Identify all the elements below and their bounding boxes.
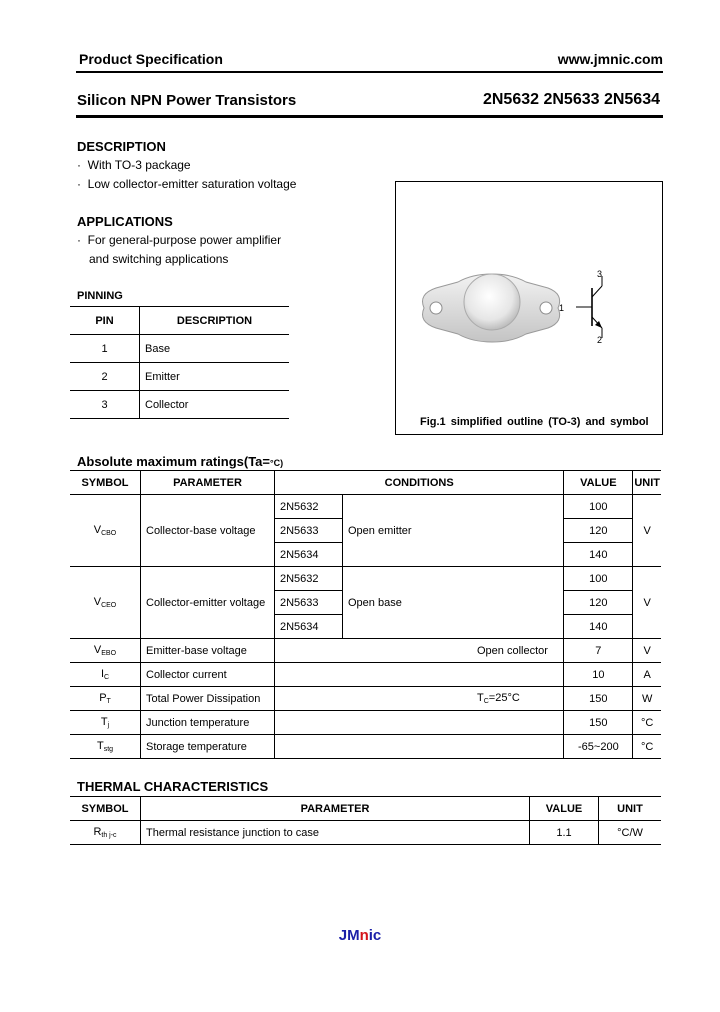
parameter-cell: Storage temperature <box>141 735 275 759</box>
value-cell: 150 <box>564 711 633 735</box>
pin-number: 1 <box>70 335 140 363</box>
condition-cell: Open base <box>343 567 564 639</box>
mount-hole-icon <box>540 302 552 314</box>
abs-max-table <box>70 470 661 759</box>
symbol-sub: T <box>106 698 111 705</box>
condition-cell <box>275 711 564 735</box>
collector-lead <box>592 286 602 297</box>
website-link[interactable]: www.jmnic.com <box>557 51 663 67</box>
doc-title: Silicon NPN Power Transistors <box>77 92 297 109</box>
pinning-table <box>70 306 289 419</box>
symbol: P <box>99 692 107 704</box>
col-value: VALUE <box>564 471 633 495</box>
bullet: · <box>77 233 81 247</box>
col-description: DESCRIPTION <box>140 307 290 335</box>
table-row <box>70 335 289 363</box>
bullet: · <box>77 158 81 172</box>
pin-desc: Emitter <box>140 363 290 391</box>
symbol: V <box>93 524 102 536</box>
symbol-cell <box>70 663 141 687</box>
part-cell: 2N5633 <box>275 591 343 615</box>
col-parameter: PARAMETER <box>141 797 530 821</box>
symbol: T <box>96 740 104 752</box>
part-cell: 2N5634 <box>275 543 343 567</box>
unit-cell: °C/W <box>599 821 662 845</box>
abs-max-heading-text: Absolute maximum ratings(Ta= <box>77 454 270 469</box>
description-text: With TO-3 package <box>87 158 191 172</box>
symbol-cell <box>70 711 141 735</box>
condition-sub: C <box>483 698 489 705</box>
symbol-cell <box>70 735 141 759</box>
applications-item <box>77 233 281 247</box>
mount-hole-icon <box>430 302 442 314</box>
table-row <box>70 663 661 687</box>
unit-cell: °C <box>633 711 661 735</box>
col-unit: UNIT <box>633 471 661 495</box>
unit-cell: °C <box>633 735 661 759</box>
logo-part: ic <box>368 927 382 944</box>
pinning-heading: PINNING <box>77 290 123 302</box>
symbol: I <box>100 668 104 680</box>
unit-cell: V <box>633 567 661 639</box>
pin-label-1: 1 <box>559 303 565 313</box>
table-row <box>70 687 661 711</box>
value-cell: 1.1 <box>530 821 599 845</box>
pin-label-2: 2 <box>597 335 603 345</box>
symbol-cell <box>70 567 141 639</box>
unit-cell: V <box>633 639 661 663</box>
value-cell: 140 <box>564 615 633 639</box>
value-cell: 150 <box>564 687 633 711</box>
symbol-sub: CEO <box>101 602 117 609</box>
condition-cell <box>275 663 564 687</box>
description-item <box>77 158 191 172</box>
symbol: R <box>93 826 102 838</box>
logo-part: n <box>359 927 369 944</box>
value-cell: -65~200 <box>564 735 633 759</box>
thermal-table <box>70 796 661 845</box>
table-row <box>70 391 289 419</box>
pin-desc: Collector <box>140 391 290 419</box>
col-parameter: PARAMETER <box>141 471 275 495</box>
figure-caption: Fig.1 simplified outline (TO-3) and symbol <box>420 416 649 428</box>
condition-cell <box>275 687 564 711</box>
col-value: VALUE <box>530 797 599 821</box>
applications-text: and switching applications <box>89 252 229 266</box>
parameter-cell: Thermal resistance junction to case <box>141 821 530 845</box>
thermal-heading: THERMAL CHARACTERISTICS <box>77 779 269 794</box>
value-cell: 120 <box>564 519 633 543</box>
figure-box <box>395 181 663 435</box>
col-conditions: CONDITIONS <box>275 471 564 495</box>
col-unit: UNIT <box>599 797 662 821</box>
symbol-cell <box>70 495 141 567</box>
symbol-sub: CBO <box>101 530 117 537</box>
col-symbol: SYMBOL <box>70 471 141 495</box>
pin-label-3: 3 <box>597 269 603 279</box>
part-numbers: 2N5632 2N5633 2N5634 <box>482 91 660 108</box>
value-cell: 100 <box>564 567 633 591</box>
table-row <box>70 567 661 591</box>
table-row <box>70 495 661 519</box>
logo-part: JM <box>338 927 360 944</box>
value-cell: 7 <box>564 639 633 663</box>
symbol-sub: stg <box>103 746 114 753</box>
symbol-sub: C <box>104 674 110 681</box>
pin-desc: Base <box>140 335 290 363</box>
table-row <box>70 735 661 759</box>
applications-text: For general-purpose power amplifier <box>87 233 282 247</box>
jmnic-logo <box>0 927 720 944</box>
table-row <box>70 821 661 845</box>
condition-cell: Open emitter <box>343 495 564 567</box>
description-item <box>77 177 296 191</box>
parameter-cell: Collector-emitter voltage <box>141 567 275 639</box>
title-rule <box>76 115 663 118</box>
unit-cell: A <box>633 663 661 687</box>
symbol-sub: EBO <box>101 650 117 657</box>
value-cell: 120 <box>564 591 633 615</box>
value-cell: 10 <box>564 663 633 687</box>
abs-max-heading <box>77 454 283 469</box>
table-row <box>70 639 661 663</box>
applications-heading: APPLICATIONS <box>77 214 173 229</box>
part-cell: 2N5632 <box>275 495 343 519</box>
part-cell: 2N5634 <box>275 615 343 639</box>
parameter-cell: Emitter-base voltage <box>141 639 275 663</box>
parameter-cell: Total Power Dissipation <box>141 687 275 711</box>
value-cell: 140 <box>564 543 633 567</box>
part-cell: 2N5632 <box>275 567 343 591</box>
symbol: T <box>100 716 108 728</box>
symbol-cell <box>70 639 141 663</box>
parameter-cell: Collector-base voltage <box>141 495 275 567</box>
description-heading: DESCRIPTION <box>77 139 166 154</box>
parameter-cell: Collector current <box>141 663 275 687</box>
parameter-cell: Junction temperature <box>141 711 275 735</box>
symbol-cell <box>70 821 141 845</box>
header-rule <box>76 71 663 73</box>
bullet: · <box>77 177 81 191</box>
condition-cell: Open collector <box>275 639 564 663</box>
col-pin: PIN <box>70 307 140 335</box>
unit-cell: V <box>633 495 661 567</box>
unit-cell: W <box>633 687 661 711</box>
symbol-sub: th j-c <box>101 832 117 839</box>
abs-max-heading-unit: °C) <box>270 458 284 468</box>
part-cell: 2N5633 <box>275 519 343 543</box>
to3-outline-and-symbol <box>396 182 662 434</box>
product-spec-label: Product Specification <box>79 51 223 67</box>
package-dome <box>464 274 520 330</box>
condition-symbol: T <box>477 692 484 704</box>
symbol-sub: j <box>107 722 110 729</box>
symbol: V <box>93 644 102 656</box>
symbol: V <box>93 596 102 608</box>
pin-number: 3 <box>70 391 140 419</box>
condition-value: =25°C <box>488 692 520 704</box>
value-cell: 100 <box>564 495 633 519</box>
pin-number: 2 <box>70 363 140 391</box>
symbol-cell <box>70 687 141 711</box>
condition-cell <box>275 735 564 759</box>
table-row <box>70 363 289 391</box>
col-symbol: SYMBOL <box>70 797 141 821</box>
table-row <box>70 711 661 735</box>
description-text: Low collector-emitter saturation voltage <box>87 177 297 191</box>
